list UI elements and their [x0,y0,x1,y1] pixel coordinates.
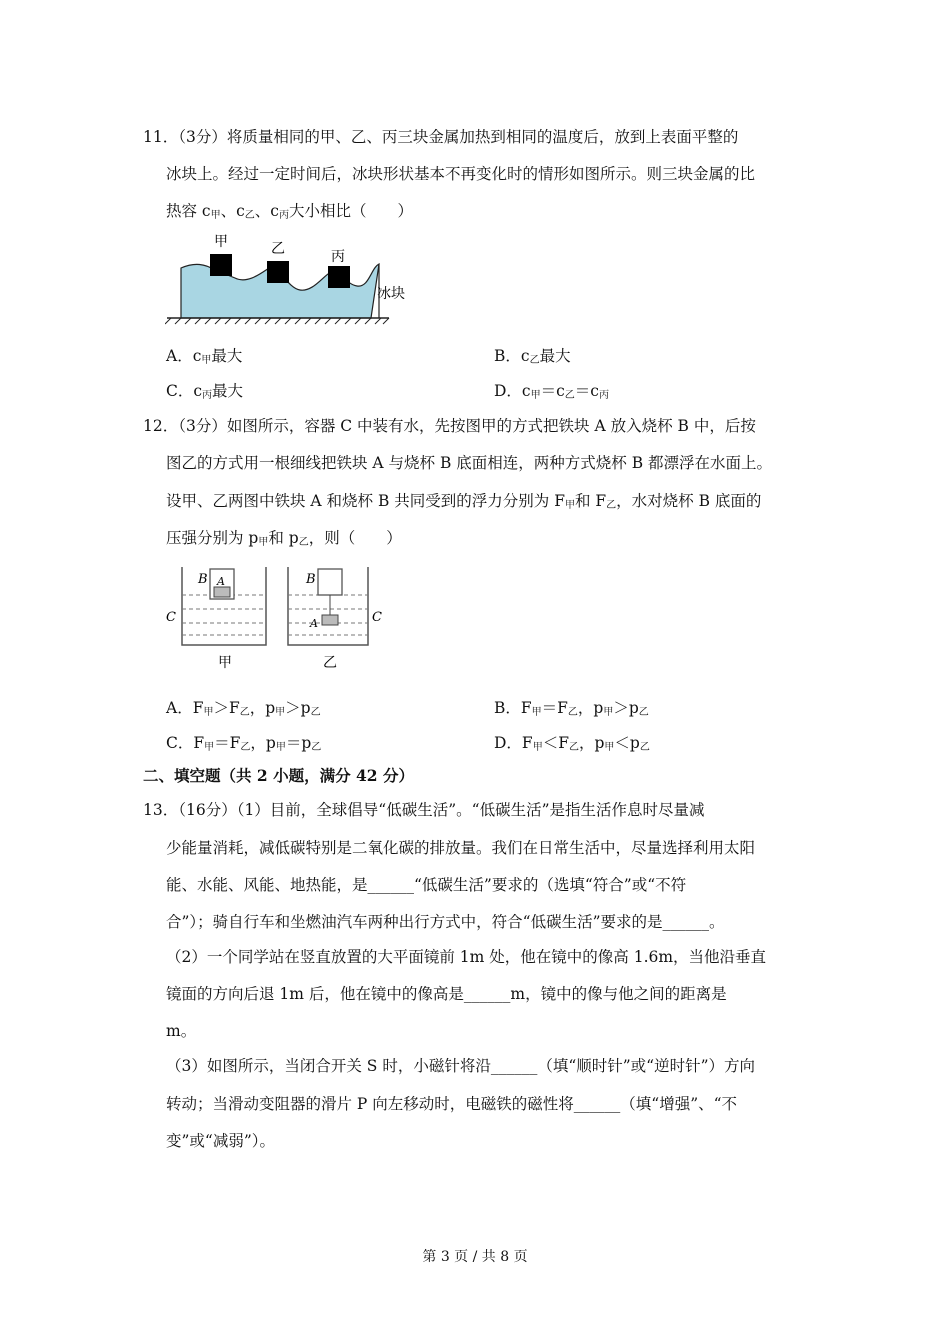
svg-text:C: C [166,610,176,625]
q13-line9: 转动；当滑动变阻器的滑片 P 向左移动时，电磁铁的磁性将______（填“增强”、“不 [166,1095,738,1113]
svg-text:B: B [306,572,316,587]
q11-option-a[interactable]: A．$c_甲$最大 [166,347,243,366]
svg-text:甲: 甲 [218,655,232,671]
beaker-figure [160,563,390,673]
q13-line2: 少能量消耗，减低碳特别是二氧化碳的排放量。我们在日常生活中，尽量选择利用太阳 [166,839,756,857]
q13-line1: 13．（16分）（1）目前，全球倡导“低碳生活”。“低碳生活”是指生活作息时尽量减 [143,801,705,819]
q12-line2: 图乙的方式用一根细线把铁块 A 与烧杯 B 底面相连，两种方式烧杯 B 都漂浮在水面上。 [166,454,773,472]
metal-block-bing [328,266,350,288]
q11-line2: 冰块上。经过一定时间后，冰块形状基本不再变化时的情形如图所示。则三块金属的比 [166,165,756,183]
svg-text:A: A [310,617,318,630]
svg-text:冰块: 冰块 [377,286,405,302]
metal-block-yi [267,261,289,283]
q13-line6: 镜面的方向后退 1m 后，他在镜中的像高是______m，镜中的像与他之间的距离是 [166,985,727,1003]
q12-option-d[interactable]: D．$F_甲<F_乙$，$p_甲<p_乙$ [494,734,650,753]
q13-line3: 能、水能、风能、地热能，是______“低碳生活”要求的（选填“符合”或“不符 [166,876,687,894]
section-heading: 二、填空题（共 2 小题，满分 42 分） [143,766,414,785]
q11-option-c[interactable]: C．$c_丙$最大 [166,382,244,401]
svg-text:乙: 乙 [323,655,337,671]
svg-text:丙: 丙 [331,249,345,265]
q13-line5: （2）一个同学站在竖直放置的大平面镜前 1m 处，他在镜中的像高 1.6m，当他沿垂直 [166,948,767,966]
page-footer: 第 3 页 / 共 8 页 [422,1249,528,1265]
q11-option-b[interactable]: B．$c_乙$最大 [494,347,571,366]
svg-text:甲: 甲 [214,234,228,250]
svg-text:C: C [372,610,382,625]
q12-line4: 压强分别为 $p_甲$和 $p_乙$，则（ ） [166,529,402,548]
svg-text:B: B [198,572,208,587]
q13-line4: 合”）；骑自行车和坐燃油汽车两种出行方式中，符合“低碳生活”要求的是______。 [166,913,725,931]
q13-line7: m。 [166,1022,197,1040]
q13-line10: 变”或“减弱”）。 [166,1132,276,1150]
q12-option-c[interactable]: C．$F_甲=F_乙$，$p_甲=p_乙$ [166,734,322,753]
q12-line3: 设甲、乙两图中铁块 A 和烧杯 B 共同受到的浮力分别为 $F_甲$和 $F_乙$，水对烧杯 B 底面的 [166,492,762,511]
q13-line8: （3）如图所示，当闭合开关 S 时，小磁针将沿______（填“顺时针”或“逆时针”）方向 [166,1057,756,1075]
q11-line1: 11．（3分）将质量相同的甲、乙、丙三块金属加热到相同的温度后，放到上表面平整的 [143,128,739,146]
q12-line1: 12．（3分）如图所示，容器 C 中装有水，先按图甲的方式把铁块 A 放入烧杯 B 中，后按 [143,417,756,435]
q11-option-d[interactable]: D．$c_甲=c_乙=c_丙$ [494,382,609,401]
metal-block-jia [210,254,232,276]
svg-text:A: A [217,575,225,588]
q12-option-a[interactable]: A．$F_甲>F_乙$，$p_甲>p_乙$ [166,699,321,718]
q12-option-b[interactable]: B．$F_甲=F_乙$，$p_甲>p_乙$ [494,699,649,718]
svg-text:乙: 乙 [271,241,285,257]
ice-block-figure [165,228,425,328]
q11-line3: 热容 $c_甲$、$c_乙$、$c_丙$大小相比（ ） [166,202,413,221]
